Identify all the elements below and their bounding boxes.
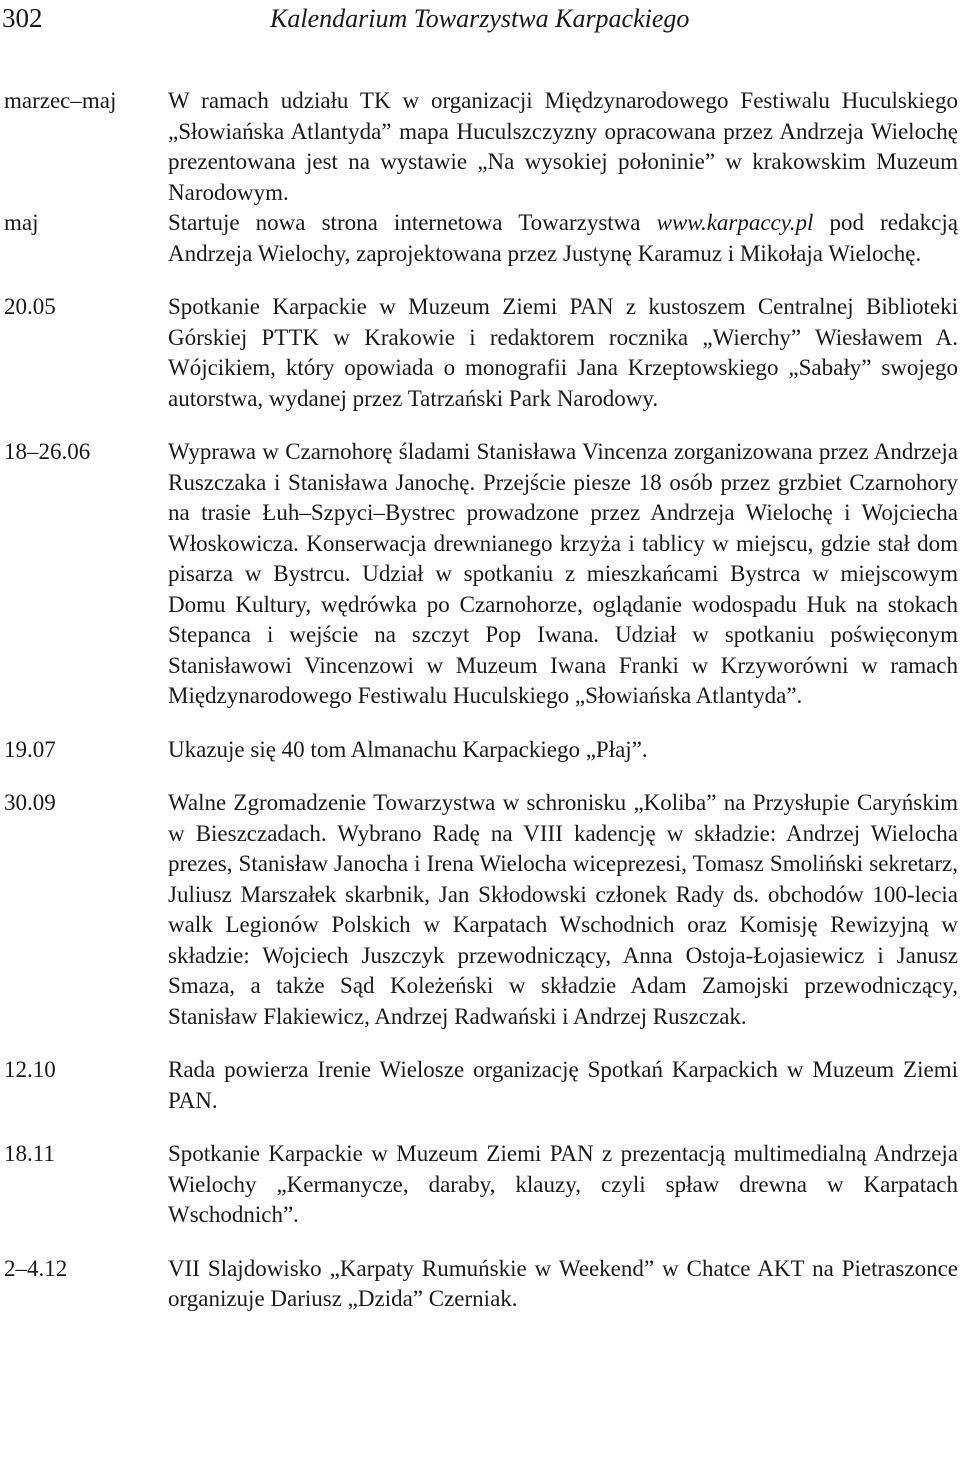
calendar-entry [0, 788, 960, 1032]
calendar-entry [0, 1055, 960, 1116]
entry-date: 12.10 [4, 1057, 56, 1082]
entry-text-part: Startuje nowa strona internetowa Towarzystwa [168, 210, 657, 235]
entry-date: 18.11 [4, 1141, 55, 1166]
calendar-entry [0, 292, 960, 414]
entry-text: W ramach udziału TK w organizacji Międzynarodowego Festiwalu Huculskiego „Słowiańska Atlantyda” mapa Huculszczyzny opracowana przez Andrzeja Wielochę prezentowana jest na wystawie „Na wysokiej połoninie” w krakowskim Muzeum Narodowym. [168, 88, 958, 205]
entry-text: VII Slajdowisko „Karpaty Rumuńskie w Weekend” w Chatce AKT na Pietraszonce organizuje Dariusz „Dzida” Czerniak. [168, 1255, 958, 1311]
running-title: Kalendarium Towarzystwa Karpackiego [270, 4, 690, 33]
entry-date: 30.09 [4, 790, 56, 815]
calendar-entry [0, 208, 960, 269]
entry-text: Wyprawa w Czarnohorę śladami Stanisława Vincenza zorganizowana przez Andrzeja Ruszczaka i Stanisława Janochę. Przejście piesze 18 osób przez grzbiet Czarnohory na trasie Łuh–Szpyci–Bystrec prowadzone przez Andrzeja Wielochę i Wojciecha Włoskowicza. Konserwacja drewnianego krzyża i tablicy w miejscu, gdzie stał dom pisarza w Bystrcu. Udział w spotkaniu z mieszkańcami Bystrca w miejscowym Domu Kultury, wędrówka po Czarnohorze, oglądanie wodospadu Huk na stokach Stepanca i wejście na szczyt Pop Iwana. Udział w spotkaniu poświęconym Stanisławowi Vincenzowi w Muzeum Iwana Franki w Krzyworówni w ramach Międzynarodowego Festiwalu Huculskiego „Słowiańska Atlantyda”. [168, 439, 958, 708]
calendar-entry [0, 1254, 960, 1315]
entry-date: 20.05 [4, 294, 56, 319]
calendar-entry [0, 86, 960, 208]
entry-date: 19.07 [4, 736, 56, 762]
website-link[interactable]: www.karpaccy.pl [656, 210, 814, 235]
entry-text-part: pod redakcją Andrzeja Wielochy, zaprojektowana przez Justynę Karamuz i Mikołaja Wielochę. [168, 210, 958, 266]
entry-text [168, 208, 958, 269]
entry-date: marzec–maj [4, 88, 117, 113]
page-number: 302 [2, 3, 43, 33]
entry-date: 18–26.06 [4, 439, 91, 464]
entry-date: 2–4.12 [4, 1255, 68, 1281]
entry-text: Rada powierza Irenie Wielosze organizację Spotkań Karpackich w Muzeum Ziemi PAN. [168, 1057, 958, 1113]
entry-text: Spotkanie Karpackie w Muzeum Ziemi PAN z kustoszem Centralnej Biblioteki Górskiej PTTK w Krakowie i redaktorem rocznika „Wierchy” Wiesławem A. Wójcikiem, który opowiada o monografii Jana Krzeptowskiego „Sabały” swojego autorstwa, wydanej przez Tatrzański Park Narodowy. [168, 294, 958, 411]
calendar-entry [0, 735, 960, 766]
entry-text: Ukazuje się 40 tom Almanachu Karpackiego „Płaj”. [168, 736, 648, 762]
running-header [0, 0, 960, 44]
calendar-entry [0, 1139, 960, 1231]
calendar-entries [0, 86, 960, 1315]
entry-text: Walne Zgromadzenie Towarzystwa w schronisku „Koliba” na Przysłupie Caryńskim w Bieszczadach. Wybrano Radę na VIII kadencję w składzie: Andrzej Wielocha prezes, Stanisław Janocha i Irena Wielocha wiceprezesi, Tomasz Smoliński sekretarz, Juliusz Marszałek skarbnik, Jan Skłodowski członek Rady ds. obchodów 100-lecia walk Legionów Polskich w Karpatach Wschodnich oraz Komisję Rewizyjną w składzie: Wojciech Juszczyk przewodniczący, Anna Ostoja-Łojasiewicz i Janusz Smaza, a także Sąd Koleżeński w składzie Adam Zamojski przewodniczący, Stanisław Flakiewicz, Andrzej Radwański i Andrzej Ruszczak. [168, 790, 958, 1029]
entry-date: maj [4, 210, 39, 235]
entry-text: Spotkanie Karpackie w Muzeum Ziemi PAN z prezentacją multimedialną Andrzeja Wielochy „Kermanycze, daraby, klauzy, czyli spław drewna w Karpatach Wschodnich”. [168, 1141, 958, 1227]
calendar-entry [0, 437, 960, 712]
